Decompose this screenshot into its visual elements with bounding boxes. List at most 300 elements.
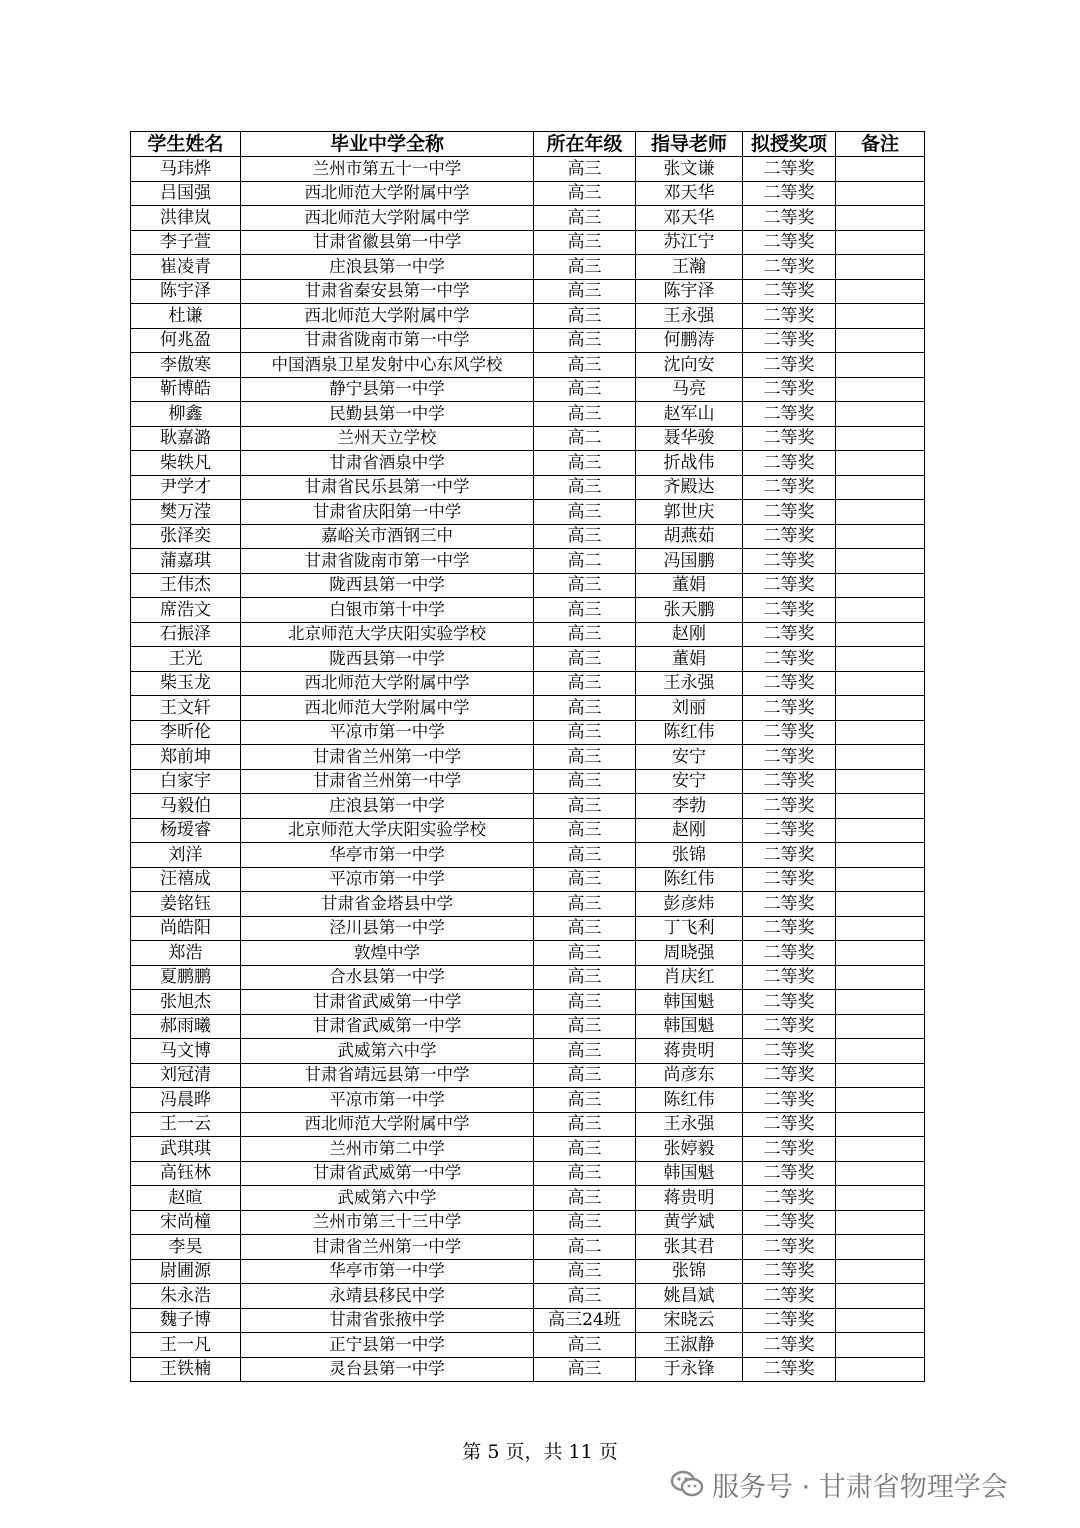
remarks-cell: [836, 622, 925, 647]
table-row: [131, 451, 925, 476]
award-cell: 二等奖: [743, 916, 836, 941]
advisor-cell: 于永锋: [636, 1357, 743, 1382]
remarks-cell: [836, 1112, 925, 1137]
table-row: [131, 230, 925, 255]
table-row: [131, 181, 925, 206]
school-name-cell: 庄浪县第一中学: [241, 255, 534, 280]
award-cell: 二等奖: [743, 622, 836, 647]
advisor-cell: 苏江宁: [636, 230, 743, 255]
school-name-cell: 泾川县第一中学: [241, 916, 534, 941]
grade-cell: 高三: [534, 1088, 636, 1113]
table-row: [131, 1014, 925, 1039]
award-cell: 二等奖: [743, 353, 836, 378]
student-name-cell: 武琪琪: [131, 1137, 241, 1162]
school-name-cell: 平凉市第一中学: [241, 1088, 534, 1113]
table-row: [131, 353, 925, 378]
remarks-cell: [836, 1308, 925, 1333]
table-row: [131, 1112, 925, 1137]
advisor-cell: 张天鹏: [636, 598, 743, 623]
table-row: [131, 818, 925, 843]
grade-cell: 高三: [534, 255, 636, 280]
school-name-cell: 民勤县第一中学: [241, 402, 534, 427]
advisor-cell: 王永强: [636, 304, 743, 329]
award-cell: 二等奖: [743, 720, 836, 745]
school-name-cell: 甘肃省民乐县第一中学: [241, 475, 534, 500]
table-row: [131, 426, 925, 451]
advisor-cell: 黄学斌: [636, 1210, 743, 1235]
table-row: [131, 1039, 925, 1064]
advisor-cell: 马亮: [636, 377, 743, 402]
remarks-cell: [836, 1284, 925, 1309]
table-row: [131, 402, 925, 427]
advisor-cell: 周晓强: [636, 941, 743, 966]
table-row: [131, 843, 925, 868]
student-name-cell: 李傲寒: [131, 353, 241, 378]
grade-cell: 高三: [534, 1284, 636, 1309]
school-name-cell: 陇西县第一中学: [241, 647, 534, 672]
table-row: [131, 206, 925, 231]
remarks-cell: [836, 671, 925, 696]
grade-cell: 高三: [534, 402, 636, 427]
student-name-cell: 张旭杰: [131, 990, 241, 1015]
remarks-cell: [836, 500, 925, 525]
student-name-cell: 姜铭钰: [131, 892, 241, 917]
award-cell: 二等奖: [743, 500, 836, 525]
remarks-cell: [836, 598, 925, 623]
student-name-cell: 蒲嘉琪: [131, 549, 241, 574]
school-name-cell: 甘肃省张掖中学: [241, 1308, 534, 1333]
school-name-cell: 正宁县第一中学: [241, 1333, 534, 1358]
grade-cell: 高三: [534, 1161, 636, 1186]
award-cell: 二等奖: [743, 671, 836, 696]
grade-cell: 高三: [534, 818, 636, 843]
remarks-cell: [836, 867, 925, 892]
remarks-cell: [836, 1063, 925, 1088]
table-row: [131, 255, 925, 280]
header-award: 拟授奖项: [743, 132, 836, 157]
grade-cell: 高三: [534, 279, 636, 304]
remarks-cell: [836, 353, 925, 378]
table-row: [131, 990, 925, 1015]
advisor-cell: 赵刚: [636, 622, 743, 647]
remarks-cell: [836, 573, 925, 598]
remarks-cell: [836, 451, 925, 476]
award-list-table: [130, 131, 925, 1382]
remarks-cell: [836, 1210, 925, 1235]
award-cell: 二等奖: [743, 426, 836, 451]
award-cell: 二等奖: [743, 1137, 836, 1162]
remarks-cell: [836, 745, 925, 770]
advisor-cell: 董娟: [636, 573, 743, 598]
grade-cell: 高三: [534, 892, 636, 917]
school-name-cell: 合水县第一中学: [241, 965, 534, 990]
advisor-cell: 张锦: [636, 843, 743, 868]
remarks-cell: [836, 892, 925, 917]
student-name-cell: 崔凌青: [131, 255, 241, 280]
table-row: [131, 1235, 925, 1260]
student-name-cell: 樊万滢: [131, 500, 241, 525]
student-name-cell: 马文博: [131, 1039, 241, 1064]
school-name-cell: 中国酒泉卫星发射中心东风学校: [241, 353, 534, 378]
advisor-cell: 沈向安: [636, 353, 743, 378]
student-name-cell: 耿嘉潞: [131, 426, 241, 451]
award-cell: 二等奖: [743, 573, 836, 598]
award-cell: 二等奖: [743, 230, 836, 255]
remarks-cell: [836, 377, 925, 402]
award-cell: 二等奖: [743, 475, 836, 500]
grade-cell: 高三: [534, 524, 636, 549]
table-row: [131, 549, 925, 574]
table-row: [131, 916, 925, 941]
student-name-cell: 赵暄: [131, 1186, 241, 1211]
student-name-cell: 郑前坤: [131, 745, 241, 770]
table-row: [131, 500, 925, 525]
grade-cell: 高二: [534, 426, 636, 451]
student-name-cell: 郑浩: [131, 941, 241, 966]
table-row: [131, 794, 925, 819]
remarks-cell: [836, 647, 925, 672]
remarks-cell: [836, 818, 925, 843]
grade-cell: 高三: [534, 1063, 636, 1088]
award-cell: 二等奖: [743, 1088, 836, 1113]
student-name-cell: 洪律岚: [131, 206, 241, 231]
table-row: [131, 1357, 925, 1382]
school-name-cell: 甘肃省金塔县中学: [241, 892, 534, 917]
table-row: [131, 1161, 925, 1186]
award-cell: 二等奖: [743, 451, 836, 476]
table-row: [131, 279, 925, 304]
student-name-cell: 陈宇泽: [131, 279, 241, 304]
grade-cell: 高三: [534, 696, 636, 721]
student-name-cell: 杨瑷睿: [131, 818, 241, 843]
advisor-cell: 安宁: [636, 745, 743, 770]
student-name-cell: 王一云: [131, 1112, 241, 1137]
advisor-cell: 王永强: [636, 671, 743, 696]
award-cell: 二等奖: [743, 157, 836, 182]
table-row: [131, 304, 925, 329]
advisor-cell: 赵刚: [636, 818, 743, 843]
table-row: [131, 1210, 925, 1235]
grade-cell: 高三: [534, 843, 636, 868]
remarks-cell: [836, 965, 925, 990]
award-cell: 二等奖: [743, 1284, 836, 1309]
remarks-cell: [836, 916, 925, 941]
advisor-cell: 陈红伟: [636, 867, 743, 892]
remarks-cell: [836, 402, 925, 427]
school-name-cell: 西北师范大学附属中学: [241, 304, 534, 329]
school-name-cell: 平凉市第一中学: [241, 867, 534, 892]
award-cell: 二等奖: [743, 1014, 836, 1039]
remarks-cell: [836, 720, 925, 745]
award-cell: 二等奖: [743, 867, 836, 892]
grade-cell: 高三: [534, 671, 636, 696]
student-name-cell: 靳博皓: [131, 377, 241, 402]
table-row: [131, 1186, 925, 1211]
award-cell: 二等奖: [743, 794, 836, 819]
school-name-cell: 甘肃省陇南市第一中学: [241, 549, 534, 574]
award-cell: 二等奖: [743, 696, 836, 721]
table-row: [131, 598, 925, 623]
award-cell: 二等奖: [743, 745, 836, 770]
student-name-cell: 夏鹏鹏: [131, 965, 241, 990]
school-name-cell: 静宁县第一中学: [241, 377, 534, 402]
advisor-cell: 蒋贵明: [636, 1039, 743, 1064]
student-name-cell: 李昊: [131, 1235, 241, 1260]
student-name-cell: 李昕伦: [131, 720, 241, 745]
award-cell: 二等奖: [743, 990, 836, 1015]
table-row: [131, 1063, 925, 1088]
table-body: [131, 157, 925, 1382]
advisor-cell: 折战伟: [636, 451, 743, 476]
student-name-cell: 杜谦: [131, 304, 241, 329]
grade-cell: 高三: [534, 720, 636, 745]
student-name-cell: 魏子博: [131, 1308, 241, 1333]
remarks-cell: [836, 524, 925, 549]
student-name-cell: 郝雨曦: [131, 1014, 241, 1039]
student-name-cell: 尹学才: [131, 475, 241, 500]
award-cell: 二等奖: [743, 647, 836, 672]
table-row: [131, 328, 925, 353]
school-name-cell: 兰州市第二中学: [241, 1137, 534, 1162]
award-cell: 二等奖: [743, 1308, 836, 1333]
award-cell: 二等奖: [743, 279, 836, 304]
table-row: [131, 745, 925, 770]
remarks-cell: [836, 157, 925, 182]
advisor-cell: 韩国魁: [636, 1014, 743, 1039]
student-name-cell: 王光: [131, 647, 241, 672]
award-cell: 二等奖: [743, 1161, 836, 1186]
header-remarks: 备注: [836, 132, 925, 157]
student-name-cell: 柴轶凡: [131, 451, 241, 476]
award-cell: 二等奖: [743, 206, 836, 231]
award-cell: 二等奖: [743, 1186, 836, 1211]
award-cell: 二等奖: [743, 1112, 836, 1137]
award-cell: 二等奖: [743, 1039, 836, 1064]
school-name-cell: 白银市第十中学: [241, 598, 534, 623]
school-name-cell: 兰州市第五十一中学: [241, 157, 534, 182]
award-cell: 二等奖: [743, 769, 836, 794]
school-name-cell: 华亭市第一中学: [241, 1259, 534, 1284]
grade-cell: 高三: [534, 1112, 636, 1137]
student-name-cell: 何兆盈: [131, 328, 241, 353]
grade-cell: 高三: [534, 745, 636, 770]
advisor-cell: 聂华骏: [636, 426, 743, 451]
table-row: [131, 892, 925, 917]
award-cell: 二等奖: [743, 549, 836, 574]
student-name-cell: 柳鑫: [131, 402, 241, 427]
header-grade: 所在年级: [534, 132, 636, 157]
grade-cell: 高三: [534, 1137, 636, 1162]
school-name-cell: 西北师范大学附属中学: [241, 696, 534, 721]
school-name-cell: 甘肃省武威第一中学: [241, 990, 534, 1015]
remarks-cell: [836, 1186, 925, 1211]
school-name-cell: 甘肃省武威第一中学: [241, 1014, 534, 1039]
grade-cell: 高三: [534, 328, 636, 353]
student-name-cell: 马玮烨: [131, 157, 241, 182]
advisor-cell: 张文谦: [636, 157, 743, 182]
advisor-cell: 王永强: [636, 1112, 743, 1137]
school-name-cell: 武威第六中学: [241, 1186, 534, 1211]
award-cell: 二等奖: [743, 598, 836, 623]
advisor-cell: 李勃: [636, 794, 743, 819]
award-cell: 二等奖: [743, 1357, 836, 1382]
advisor-cell: 刘丽: [636, 696, 743, 721]
grade-cell: 高三: [534, 206, 636, 231]
table-row: [131, 1284, 925, 1309]
school-name-cell: 甘肃省酒泉中学: [241, 451, 534, 476]
advisor-cell: 韩国魁: [636, 990, 743, 1015]
student-name-cell: 马毅伯: [131, 794, 241, 819]
grade-cell: 高三: [534, 1210, 636, 1235]
student-name-cell: 席浩文: [131, 598, 241, 623]
student-name-cell: 宋尚橦: [131, 1210, 241, 1235]
advisor-cell: 张婷毅: [636, 1137, 743, 1162]
table-row: [131, 720, 925, 745]
award-cell: 二等奖: [743, 1235, 836, 1260]
school-name-cell: 敦煌中学: [241, 941, 534, 966]
student-name-cell: 冯晨晔: [131, 1088, 241, 1113]
award-cell: 二等奖: [743, 304, 836, 329]
header-advisor: 指导老师: [636, 132, 743, 157]
table-row: [131, 965, 925, 990]
remarks-cell: [836, 230, 925, 255]
school-name-cell: 北京师范大学庆阳实验学校: [241, 818, 534, 843]
school-name-cell: 兰州天立学校: [241, 426, 534, 451]
advisor-cell: 张锦: [636, 1259, 743, 1284]
remarks-cell: [836, 696, 925, 721]
student-name-cell: 尉圃源: [131, 1259, 241, 1284]
grade-cell: 高二: [534, 549, 636, 574]
grade-cell: 高三: [534, 573, 636, 598]
remarks-cell: [836, 255, 925, 280]
advisor-cell: 陈红伟: [636, 720, 743, 745]
table-row: [131, 157, 925, 182]
grade-cell: 高三: [534, 451, 636, 476]
table-row: [131, 941, 925, 966]
remarks-cell: [836, 181, 925, 206]
grade-cell: 高三: [534, 500, 636, 525]
table-row: [131, 671, 925, 696]
grade-cell: 高三: [534, 230, 636, 255]
award-cell: 二等奖: [743, 328, 836, 353]
remarks-cell: [836, 1088, 925, 1113]
grade-cell: 高三24班: [534, 1308, 636, 1333]
advisor-cell: 董娟: [636, 647, 743, 672]
school-name-cell: 武威第六中学: [241, 1039, 534, 1064]
header-school-name: 毕业中学全称: [241, 132, 534, 157]
grade-cell: 高三: [534, 794, 636, 819]
table-row: [131, 524, 925, 549]
grade-cell: 高三: [534, 377, 636, 402]
advisor-cell: 韩国魁: [636, 1161, 743, 1186]
wechat-icon: [670, 1469, 704, 1499]
grade-cell: 高二: [534, 1235, 636, 1260]
award-cell: 二等奖: [743, 181, 836, 206]
grade-cell: 高三: [534, 990, 636, 1015]
student-name-cell: 王伟杰: [131, 573, 241, 598]
advisor-cell: 齐殿达: [636, 475, 743, 500]
school-name-cell: 嘉峪关市酒钢三中: [241, 524, 534, 549]
remarks-cell: [836, 769, 925, 794]
table-row: [131, 1333, 925, 1358]
student-name-cell: 高钰林: [131, 1161, 241, 1186]
advisor-cell: 陈红伟: [636, 1088, 743, 1113]
table-row: [131, 867, 925, 892]
grade-cell: 高三: [534, 647, 636, 672]
advisor-cell: 邓天华: [636, 181, 743, 206]
grade-cell: 高三: [534, 1357, 636, 1382]
table-row: [131, 647, 925, 672]
award-cell: 二等奖: [743, 255, 836, 280]
advisor-cell: 邓天华: [636, 206, 743, 231]
school-name-cell: 北京师范大学庆阳实验学校: [241, 622, 534, 647]
advisor-cell: 宋晓云: [636, 1308, 743, 1333]
table-row: [131, 475, 925, 500]
student-name-cell: 刘冠清: [131, 1063, 241, 1088]
advisor-cell: 陈宇泽: [636, 279, 743, 304]
grade-cell: 高三: [534, 941, 636, 966]
remarks-cell: [836, 1259, 925, 1284]
school-name-cell: 甘肃省兰州第一中学: [241, 769, 534, 794]
award-cell: 二等奖: [743, 941, 836, 966]
remarks-cell: [836, 1039, 925, 1064]
table-row: [131, 573, 925, 598]
grade-cell: 高三: [534, 965, 636, 990]
remarks-cell: [836, 549, 925, 574]
award-cell: 二等奖: [743, 402, 836, 427]
table-row: [131, 1137, 925, 1162]
grade-cell: 高三: [534, 1014, 636, 1039]
advisor-cell: 王淑静: [636, 1333, 743, 1358]
grade-cell: 高三: [534, 475, 636, 500]
advisor-cell: 赵军山: [636, 402, 743, 427]
school-name-cell: 西北师范大学附属中学: [241, 671, 534, 696]
school-name-cell: 西北师范大学附属中学: [241, 206, 534, 231]
table-row: [131, 1259, 925, 1284]
grade-cell: 高三: [534, 598, 636, 623]
remarks-cell: [836, 843, 925, 868]
grade-cell: 高三: [534, 867, 636, 892]
grade-cell: 高三: [534, 769, 636, 794]
remarks-cell: [836, 1161, 925, 1186]
student-name-cell: 石振泽: [131, 622, 241, 647]
remarks-cell: [836, 475, 925, 500]
school-name-cell: 甘肃省靖远县第一中学: [241, 1063, 534, 1088]
student-name-cell: 尚皓阳: [131, 916, 241, 941]
student-name-cell: 张泽奕: [131, 524, 241, 549]
student-name-cell: 刘洋: [131, 843, 241, 868]
school-name-cell: 永靖县移民中学: [241, 1284, 534, 1309]
school-name-cell: 甘肃省兰州第一中学: [241, 1235, 534, 1260]
school-name-cell: 西北师范大学附属中学: [241, 1112, 534, 1137]
award-cell: 二等奖: [743, 843, 836, 868]
table-row: [131, 1088, 925, 1113]
remarks-cell: [836, 304, 925, 329]
advisor-cell: 张其君: [636, 1235, 743, 1260]
school-name-cell: 陇西县第一中学: [241, 573, 534, 598]
advisor-cell: 冯国鹏: [636, 549, 743, 574]
advisor-cell: 王瀚: [636, 255, 743, 280]
grade-cell: 高三: [534, 304, 636, 329]
watermark-text: 服务号 · 甘肃省物理学会: [712, 1471, 1008, 1503]
table-row: [131, 769, 925, 794]
remarks-cell: [836, 1357, 925, 1382]
student-name-cell: 王铁楠: [131, 1357, 241, 1382]
school-name-cell: 甘肃省徽县第一中学: [241, 230, 534, 255]
advisor-cell: 彭彦炜: [636, 892, 743, 917]
school-name-cell: 甘肃省陇南市第一中学: [241, 328, 534, 353]
grade-cell: 高三: [534, 1186, 636, 1211]
